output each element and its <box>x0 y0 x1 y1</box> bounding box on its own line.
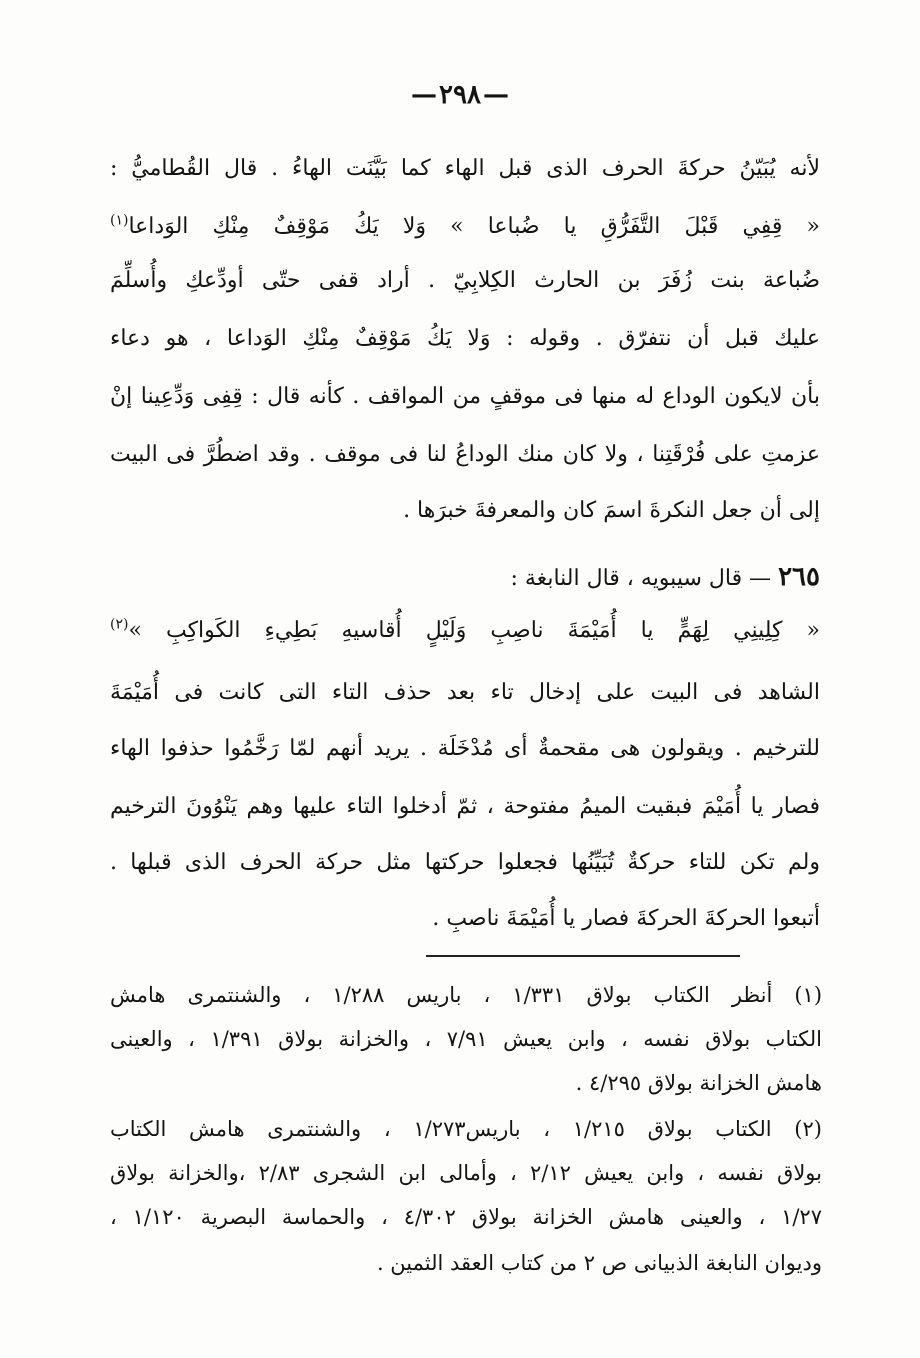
text-line: فصار يا أُمَيْمَ فبقيت الميمُ مفتوحة ، ثمّ أدخلوا التاء عليها وهم يَنْوُونَ الترخيم <box>110 794 820 819</box>
footnote-line: (٢) الكتاب بولاق ١/٢١٥ ، باريس١/٢٧٣ ، والشنتمرى هامش الكتاب <box>110 1117 822 1141</box>
section-heading-text: قال سيبويه ، قال النابغة : <box>510 566 743 591</box>
verse-line <box>110 614 820 648</box>
footnote-line: وديوان النابغة الذبيانى ص ٢ من كتاب العقد الثمين . <box>376 1251 822 1275</box>
footnote-ref: (١) <box>110 212 129 229</box>
verse-text: « قِفِي قَبْلَ التَّفَرُّقِ يا ضُباعا » وَلا يَكُ مَوْقِفٌ مِنْكِ الوَداعا <box>128 214 820 239</box>
footnote-divider <box>426 955 740 957</box>
footnote-line: الكتاب بولاق نفسه ، وابن يعيش ٧/٩١ ، والخزانة بولاق ١/٣٩١ ، والعينى <box>110 1027 823 1051</box>
text-line: الشاهد فى البيت على إدخال تاء بعد حذف التاء التى كانت فى أُمَيْمَةَ <box>110 680 820 705</box>
verse-text: « كِلِينِي لِهَمٍّ يا أُمَيْمَةَ ناصِبِ وَلَيْلٍ أُقاسيهِ بَطِيءِ الكَواكِبِ » <box>128 618 820 643</box>
section-dash: — <box>749 566 772 591</box>
text-line: عليك قبل أن نتفرّق . وقوله : وَلا يَكُ مَوْقِفٌ مِنْكِ الوَداعا ، هو دعاء <box>110 326 820 351</box>
page-number: —٢٩٨— <box>411 80 509 110</box>
text-line: ولم تكن للتاء حركةٌ تُبَيِّنُها فجعلوا حركتها مثل حركة الحرف الذى قبلها . <box>110 850 820 875</box>
text-line: إلى أن جعل النكرةَ اسمَ كان والمعرفةَ خبرَها . <box>403 498 820 523</box>
text-line: ضُباعة بنت زُفَرَ بن الحارث الكِلابِيّ . أراد قفى حتّى أودِّعكِ وأُسلِّمَ <box>110 268 820 293</box>
text-line: بأن لايكون الوداع له منها فى موقفٍ من المواقف . كأنه قال : قِفِى وَدِّعِينا إنْ <box>110 384 820 409</box>
footnote-ref: (٢) <box>110 616 129 633</box>
footnote-line: هامش الخزانة بولاق ٤/٢٩٥ . <box>575 1071 822 1095</box>
footnote-line: بولاق نفسه ، وابن يعيش ٢/١٢ ، وأمالى ابن الشجرى ٢/٨٣ ،والخزانة بولاق <box>110 1161 823 1185</box>
footnote-line: ١/٢٧ ، والعينى هامش الخزانة بولاق ٤/٣٠٢ ، والحماسة البصرية ١/١٢٠ ، <box>110 1205 822 1229</box>
section-number: ٢٦٥ <box>778 562 820 592</box>
text-line: لأنه يُبَيّنُ حركةَ الحرف الذى قبل الهاء كما بَيَّنَت الهاءُ . قال القُطاميُّ : <box>110 156 820 181</box>
text-line: أتبعوا الحركةَ الحركةَ فصار يا أُمَيْمَةَ ناصبِ . <box>432 906 820 931</box>
page-number-value: ٢٩٨ <box>439 80 481 110</box>
text-line: عزمتِ على فُرْقَتِنا ، ولا كان منك الوداعُ لنا فى موقف . وقد اضطُرَّ فى البيت <box>110 442 820 467</box>
section-heading <box>110 560 820 594</box>
verse-line <box>110 210 820 244</box>
footnote-line: (١) أنظر الكتاب بولاق ١/٣٣١ ، باريس ١/٢٨٨ ، والشنتمرى هامش <box>110 983 823 1007</box>
text-line: للترخيم . ويقولون هى مقحمةٌ أى مُدْخَلَة . يريد أنهم لمّا رَخَّمُوا حذفوا الهاء <box>110 736 820 761</box>
